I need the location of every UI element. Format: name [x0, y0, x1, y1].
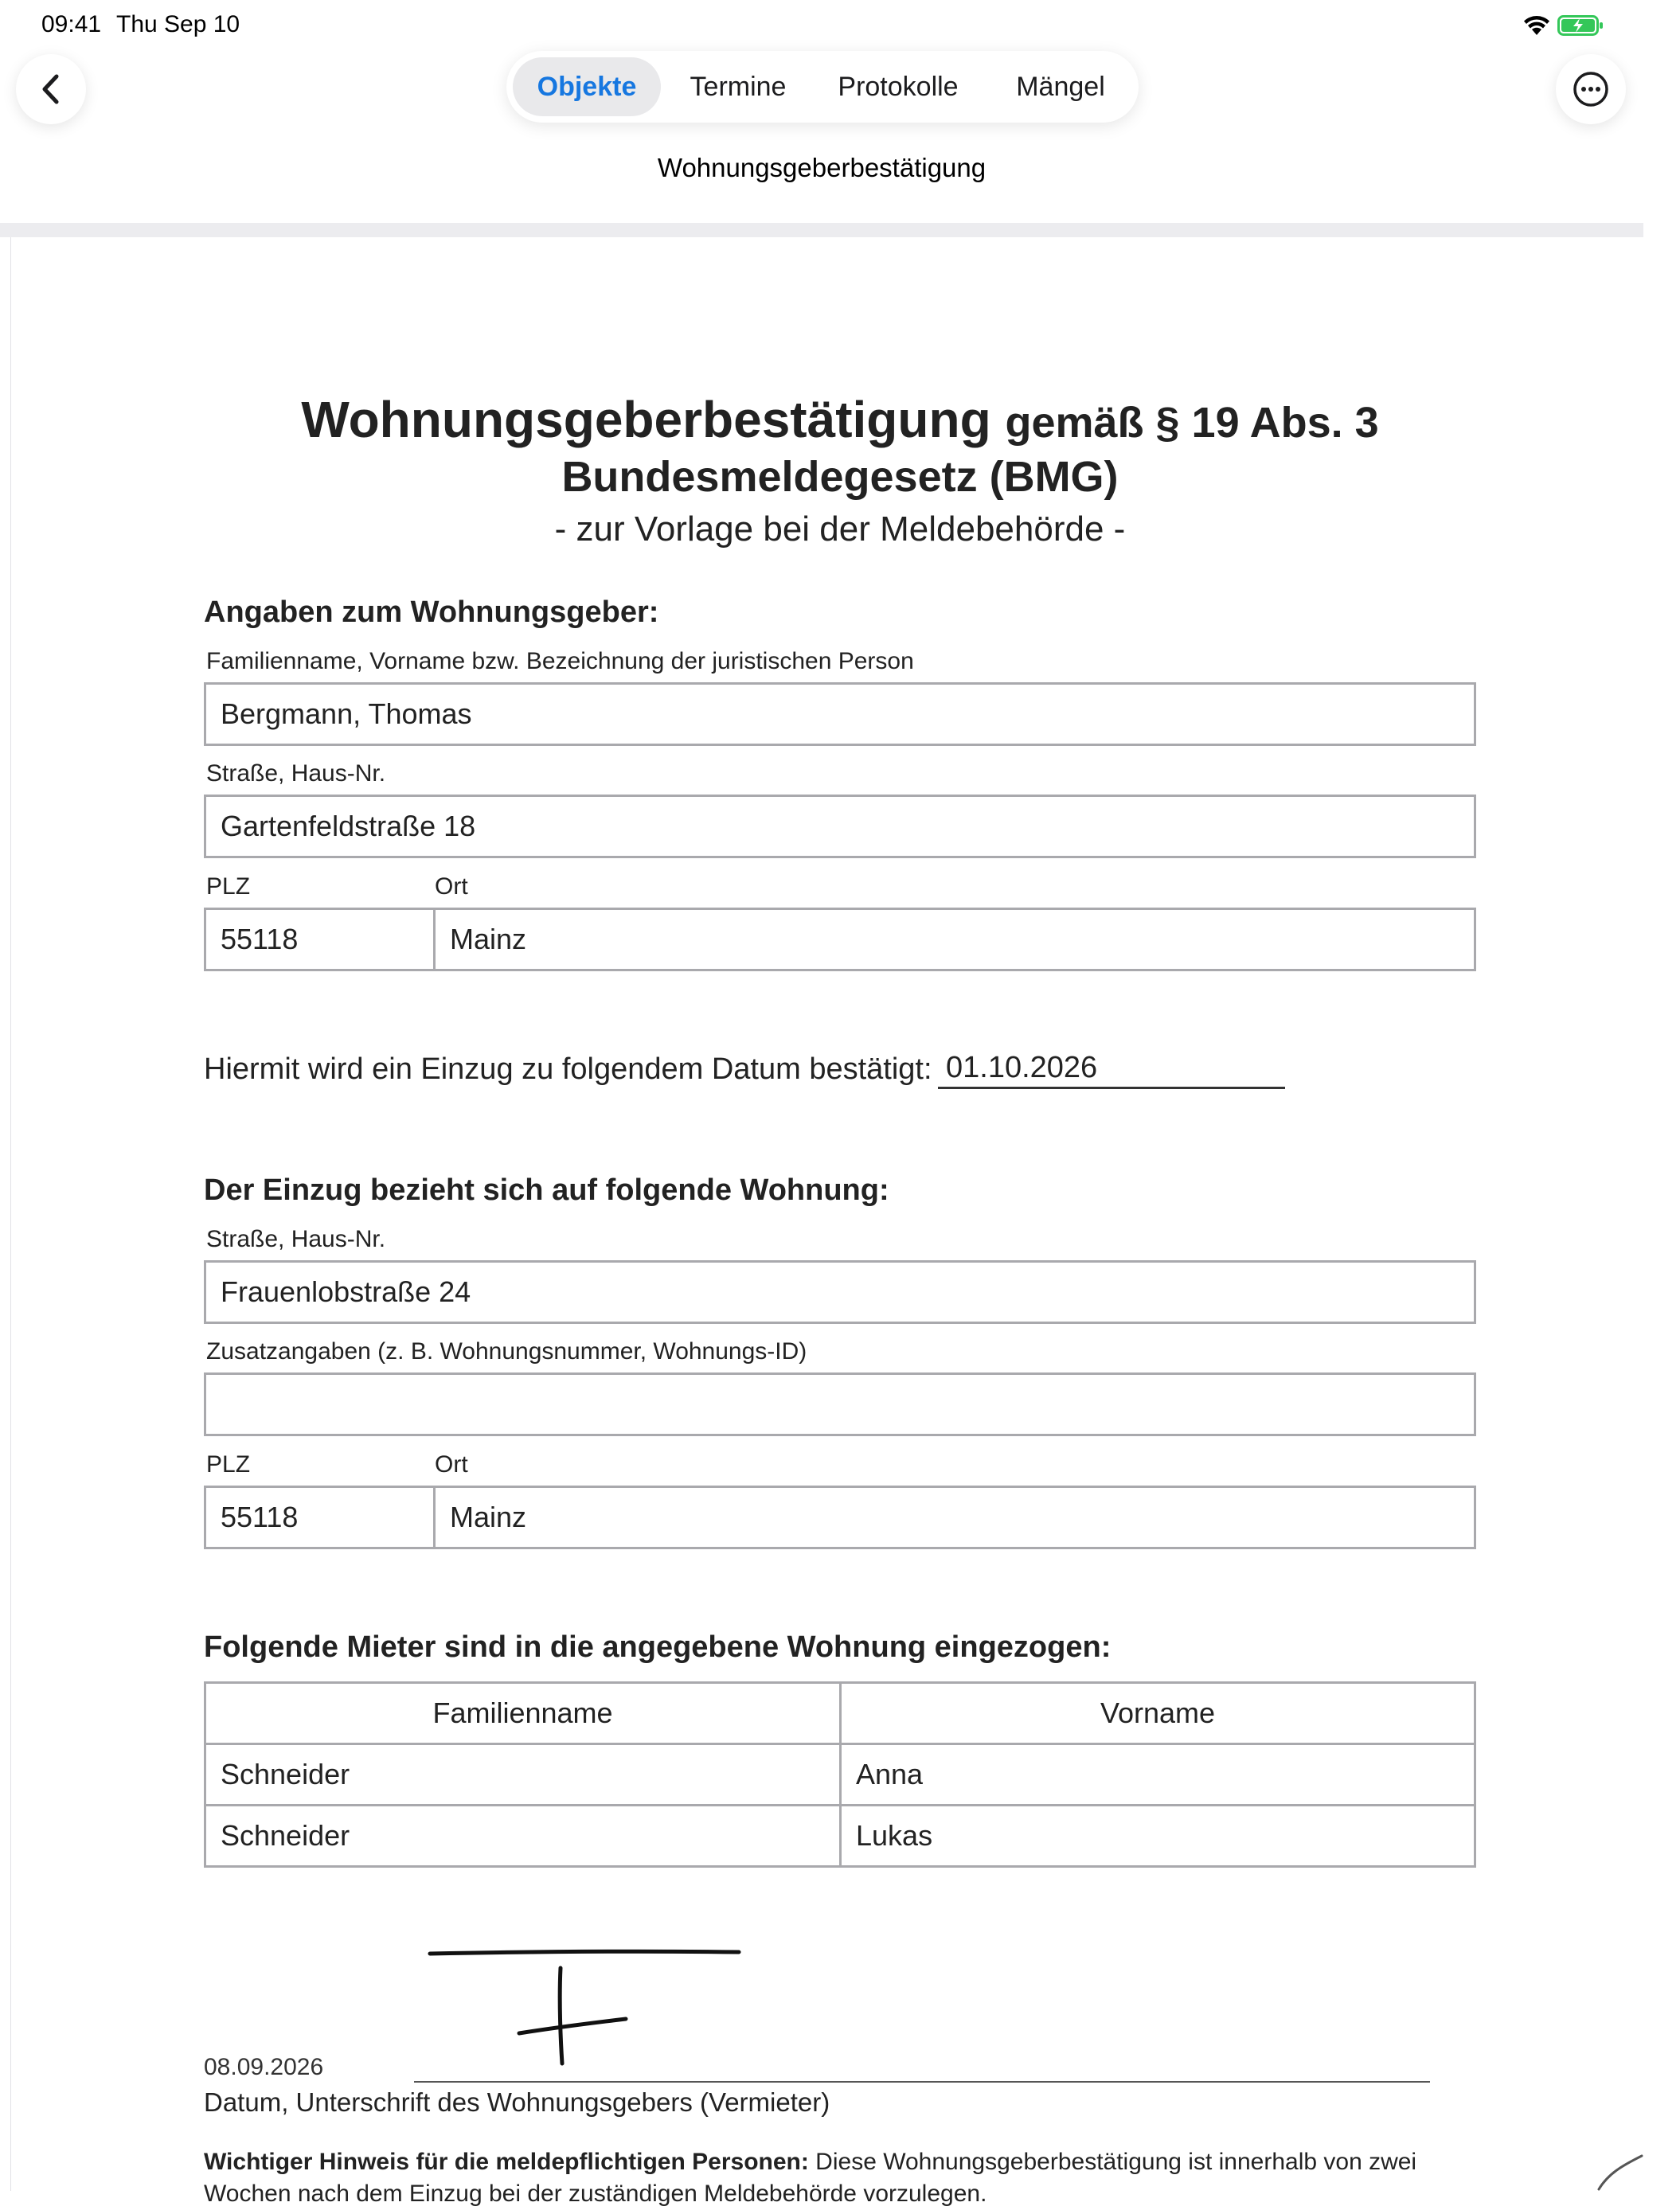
move-in-date-field[interactable]: 01.10.2026	[938, 1051, 1285, 1089]
navigation-bar	[0, 51, 1643, 223]
tenant-surname-cell[interactable]: Schneider	[205, 1806, 841, 1867]
landlord-name-label: Familienname, Vorname bzw. Bezeichnung der juristischen Person	[206, 648, 914, 674]
toolbar-divider	[0, 223, 1643, 237]
section-landlord: Angaben zum Wohnungsgeber:	[204, 595, 659, 629]
tab-objekte[interactable]: Objekte	[513, 57, 661, 116]
heading-line-2: Bundesmeldegesetz (BMG)	[561, 453, 1119, 501]
landlord-street-label: Straße, Haus-Nr.	[206, 760, 386, 787]
heading-subtitle: - zur Vorlage bei der Meldebehörde -	[554, 510, 1126, 549]
tenants-header-row	[205, 1683, 1475, 1744]
wifi-icon	[1522, 14, 1551, 37]
note-title: Wichtiger Hinweis für die meldepflichtigen Personen:	[204, 2149, 809, 2175]
apartment-extra-field[interactable]	[204, 1372, 1476, 1436]
signature-caption: Datum, Unterschrift des Wohnungsgebers (Vermieter)	[204, 2087, 830, 2117]
back-button[interactable]	[16, 54, 86, 124]
ellipsis-circle-icon	[1572, 70, 1610, 108]
heading-main: Wohnungsgeberbestätigung	[301, 391, 991, 448]
tab-termine[interactable]: Termine	[690, 71, 787, 102]
landlord-city-field[interactable]: Mainz	[433, 908, 1476, 971]
status-bar	[0, 0, 1643, 51]
column-header-firstname: Vorname	[841, 1683, 1475, 1744]
apartment-zip-label: PLZ	[206, 1451, 251, 1478]
document-title: Wohnungsgeberbestätigung	[657, 153, 987, 182]
tenant-firstname-cell[interactable]: Anna	[841, 1744, 1475, 1806]
segmented-tabs	[506, 51, 1139, 123]
signature-line	[414, 2081, 1430, 2083]
tab-protokolle[interactable]: Protokolle	[838, 71, 959, 102]
table-row	[205, 1806, 1475, 1867]
note-text: Diese Wohnungsgeberbestätigung ist innerhalb von zwei Wochen nach dem Einzug bei der zuständigen Meldebehörde vorzulegen.	[204, 2149, 1417, 2207]
section-tenants: Folgende Mieter sind in die angegebene Wohnung eingezogen:	[204, 1630, 1112, 1664]
apartment-city-label: Ort	[435, 1451, 468, 1478]
document-heading	[0, 390, 1680, 449]
important-note	[204, 2146, 1478, 2210]
move-in-statement: Hiermit wird ein Einzug zu folgendem Datum bestätigt:	[204, 1052, 932, 1086]
landlord-name-field[interactable]: Bergmann, Thomas	[204, 682, 1476, 746]
signature-drawing[interactable]	[414, 1936, 748, 2071]
column-header-surname: Familienname	[205, 1683, 841, 1744]
landlord-street-field[interactable]: Gartenfeldstraße 18	[204, 795, 1476, 858]
tab-maengel[interactable]: Mängel	[1016, 71, 1105, 102]
apartment-zip-field[interactable]: 55118	[204, 1486, 436, 1549]
apartment-extra-label: Zusatzangaben (z. B. Wohnungsnummer, Wohnungs-ID)	[206, 1338, 807, 1365]
status-date: Thu Sep 10	[116, 11, 240, 37]
apartment-street-field[interactable]: Frauenlobstraße 24	[204, 1260, 1476, 1324]
landlord-zip-field[interactable]: 55118	[204, 908, 436, 971]
status-time: 09:41	[41, 11, 102, 37]
tenants-table	[204, 1681, 1476, 1868]
tenant-surname-cell[interactable]: Schneider	[205, 1744, 841, 1806]
landlord-city-label: Ort	[435, 873, 468, 900]
apartment-street-label: Straße, Haus-Nr.	[206, 1226, 386, 1252]
landlord-zip-label: PLZ	[206, 873, 251, 900]
section-apartment: Der Einzug bezieht sich auf folgende Wohnung:	[204, 1173, 889, 1207]
chevron-left-icon	[37, 73, 64, 105]
signature-date: 08.09.2026	[204, 2054, 324, 2080]
more-button[interactable]	[1556, 54, 1626, 124]
pencil-markup-icon[interactable]	[1591, 2138, 1643, 2191]
apartment-city-field[interactable]: Mainz	[433, 1486, 1476, 1549]
battery-charging-icon	[1557, 14, 1604, 37]
tenant-firstname-cell[interactable]: Lukas	[841, 1806, 1475, 1867]
heading-suffix: gemäß § 19 Abs. 3	[1005, 399, 1379, 447]
table-row	[205, 1744, 1475, 1806]
